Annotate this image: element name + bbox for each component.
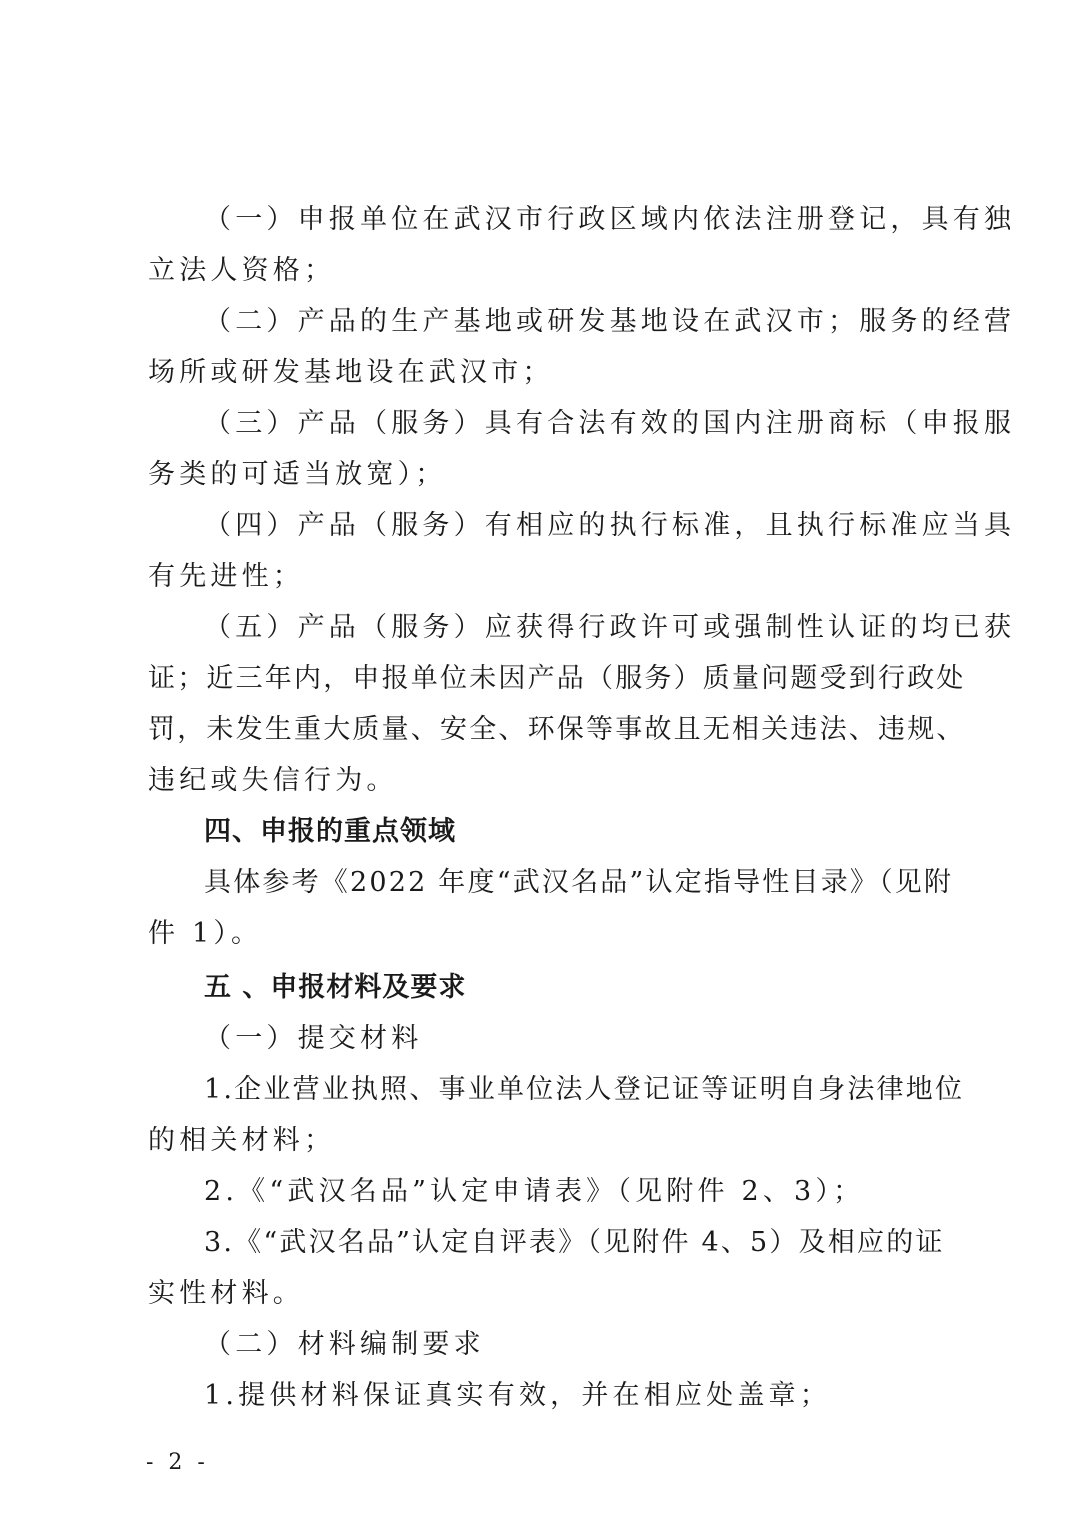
paragraph-line: 有先进性； <box>148 561 304 592</box>
paragraph-line: 罚，未发生重大质量、安全、环保等事故且无相关违法、违规、 <box>148 714 966 745</box>
section-heading: 四、申报的重点领域 <box>204 816 456 847</box>
page-number: - 2 - <box>146 1450 209 1475</box>
paragraph-line: 件 1）。 <box>148 918 263 949</box>
paragraph-line: 违纪或失信行为。 <box>148 765 398 796</box>
paragraph-line: 实性材料。 <box>148 1278 304 1309</box>
paragraph-line: 1.提供材料保证真实有效，并在相应处盖章； <box>204 1380 831 1411</box>
paragraph-line: 3.《“武汉名品”认定自评表》（见附件 4、5）及相应的证 <box>204 1227 945 1258</box>
subsection-heading: （二）材料编制要求 <box>204 1329 485 1360</box>
paragraph-line: （五）产品（服务）应获得行政许可或强制性认证的均已获 <box>204 612 1016 643</box>
paragraph-line: 场所或研发基地设在武汉市； <box>148 357 554 388</box>
paragraph-line: （三）产品（服务）具有合法有效的国内注册商标（申报服 <box>204 408 1016 439</box>
paragraph-line: 证；近三年内，申报单位未因产品（服务）质量问题受到行政处 <box>148 663 966 694</box>
paragraph-line: （一）申报单位在武汉市行政区域内依法注册登记，具有独 <box>204 204 1016 235</box>
paragraph-line: 具体参考《2022 年度“武汉名品”认定指导性目录》（见附 <box>204 867 954 898</box>
paragraph-line: 立法人资格； <box>148 255 336 286</box>
document-body <box>148 194 1016 1421</box>
paragraph-line: 的相关材料； <box>148 1125 336 1156</box>
section-heading: 五 、申报材料及要求 <box>204 972 467 1003</box>
paragraph-line: 1.企业营业执照、事业单位法人登记证等证明自身法律地位 <box>204 1074 965 1105</box>
paragraph-line: （二）产品的生产基地或研发基地设在武汉市；服务的经营 <box>204 306 1016 337</box>
paragraph-line: 务类的可适当放宽）； <box>148 459 447 490</box>
paragraph-line: 2.《“武汉名品”认定申请表》（见附件 2、3）； <box>204 1176 865 1207</box>
paragraph-line: （四）产品（服务）有相应的执行标准，且执行标准应当具 <box>204 510 1016 541</box>
subsection-heading: （一）提交材料 <box>204 1023 423 1054</box>
